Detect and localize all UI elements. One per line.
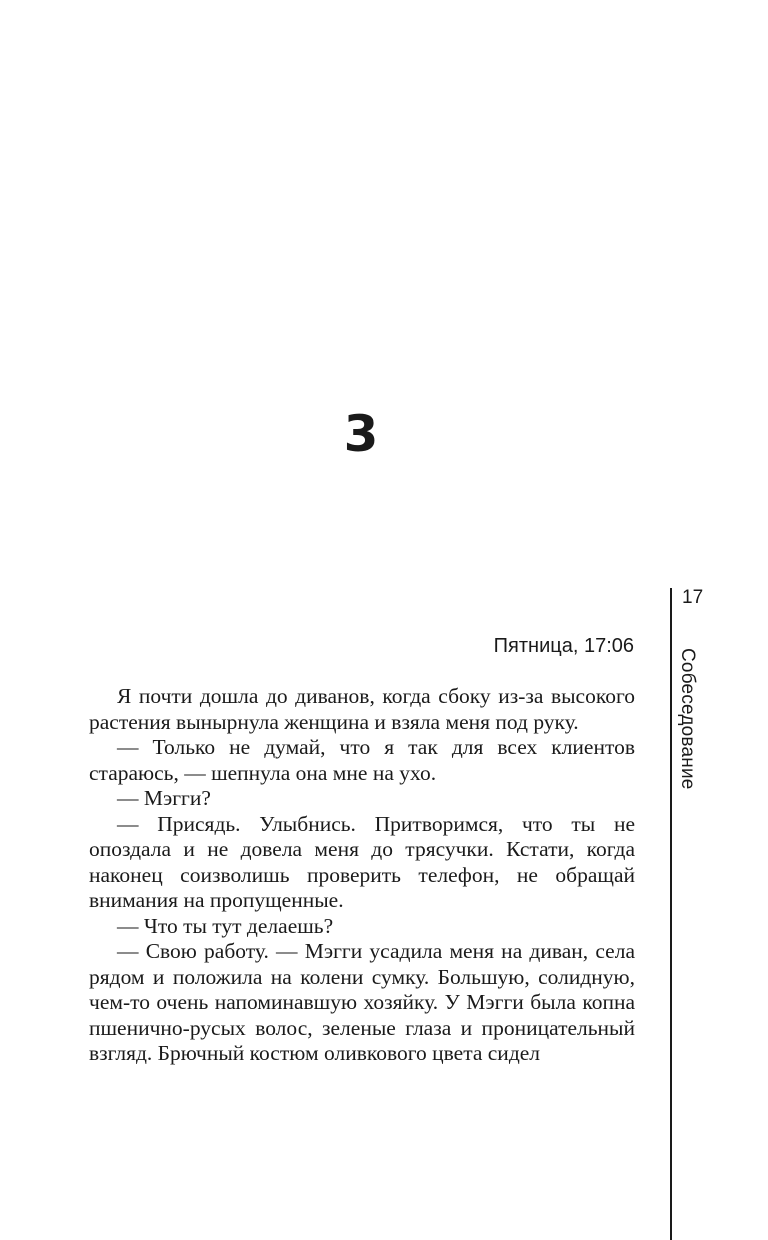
paragraph: — Мэгги? [117, 786, 211, 810]
body-text [89, 684, 635, 1067]
chapter-number: 3 [343, 405, 379, 463]
paragraph: — Свою работу. — Мэгги усадила меня на диван, села рядом и положила на колени сумку. Большую, солидную, чем-то очень напоминавшую хозяйку. У Мэгги была копна пшенично-русых волос, зеленые глаза и проницательный взгляд. Брючный костюм оливкового цвета сидел [89, 939, 635, 1065]
margin-rule [670, 588, 672, 1240]
paragraph: — Только не думай, что я так для всех клиентов стараюсь, — шепнула она мне на ухо. [89, 735, 635, 785]
page-number: 17 [682, 587, 704, 608]
paragraph: Я почти дошла до диванов, когда сбоку из-за высокого растения вынырнула женщина и взяла меня под руку. [89, 684, 635, 734]
section-timestamp: Пятница, 17:06 [493, 635, 634, 657]
paragraph: — Что ты тут делаешь? [117, 913, 334, 938]
running-title: Собеседование [677, 648, 698, 790]
paragraph: — Присядь. Улыбнись. Притворимся, что ты не опоздала и не довела меня до трясучки. Кстати, когда наконец соизволишь проверить телефон, не обращай внимания на пропущенные. [89, 811, 635, 912]
